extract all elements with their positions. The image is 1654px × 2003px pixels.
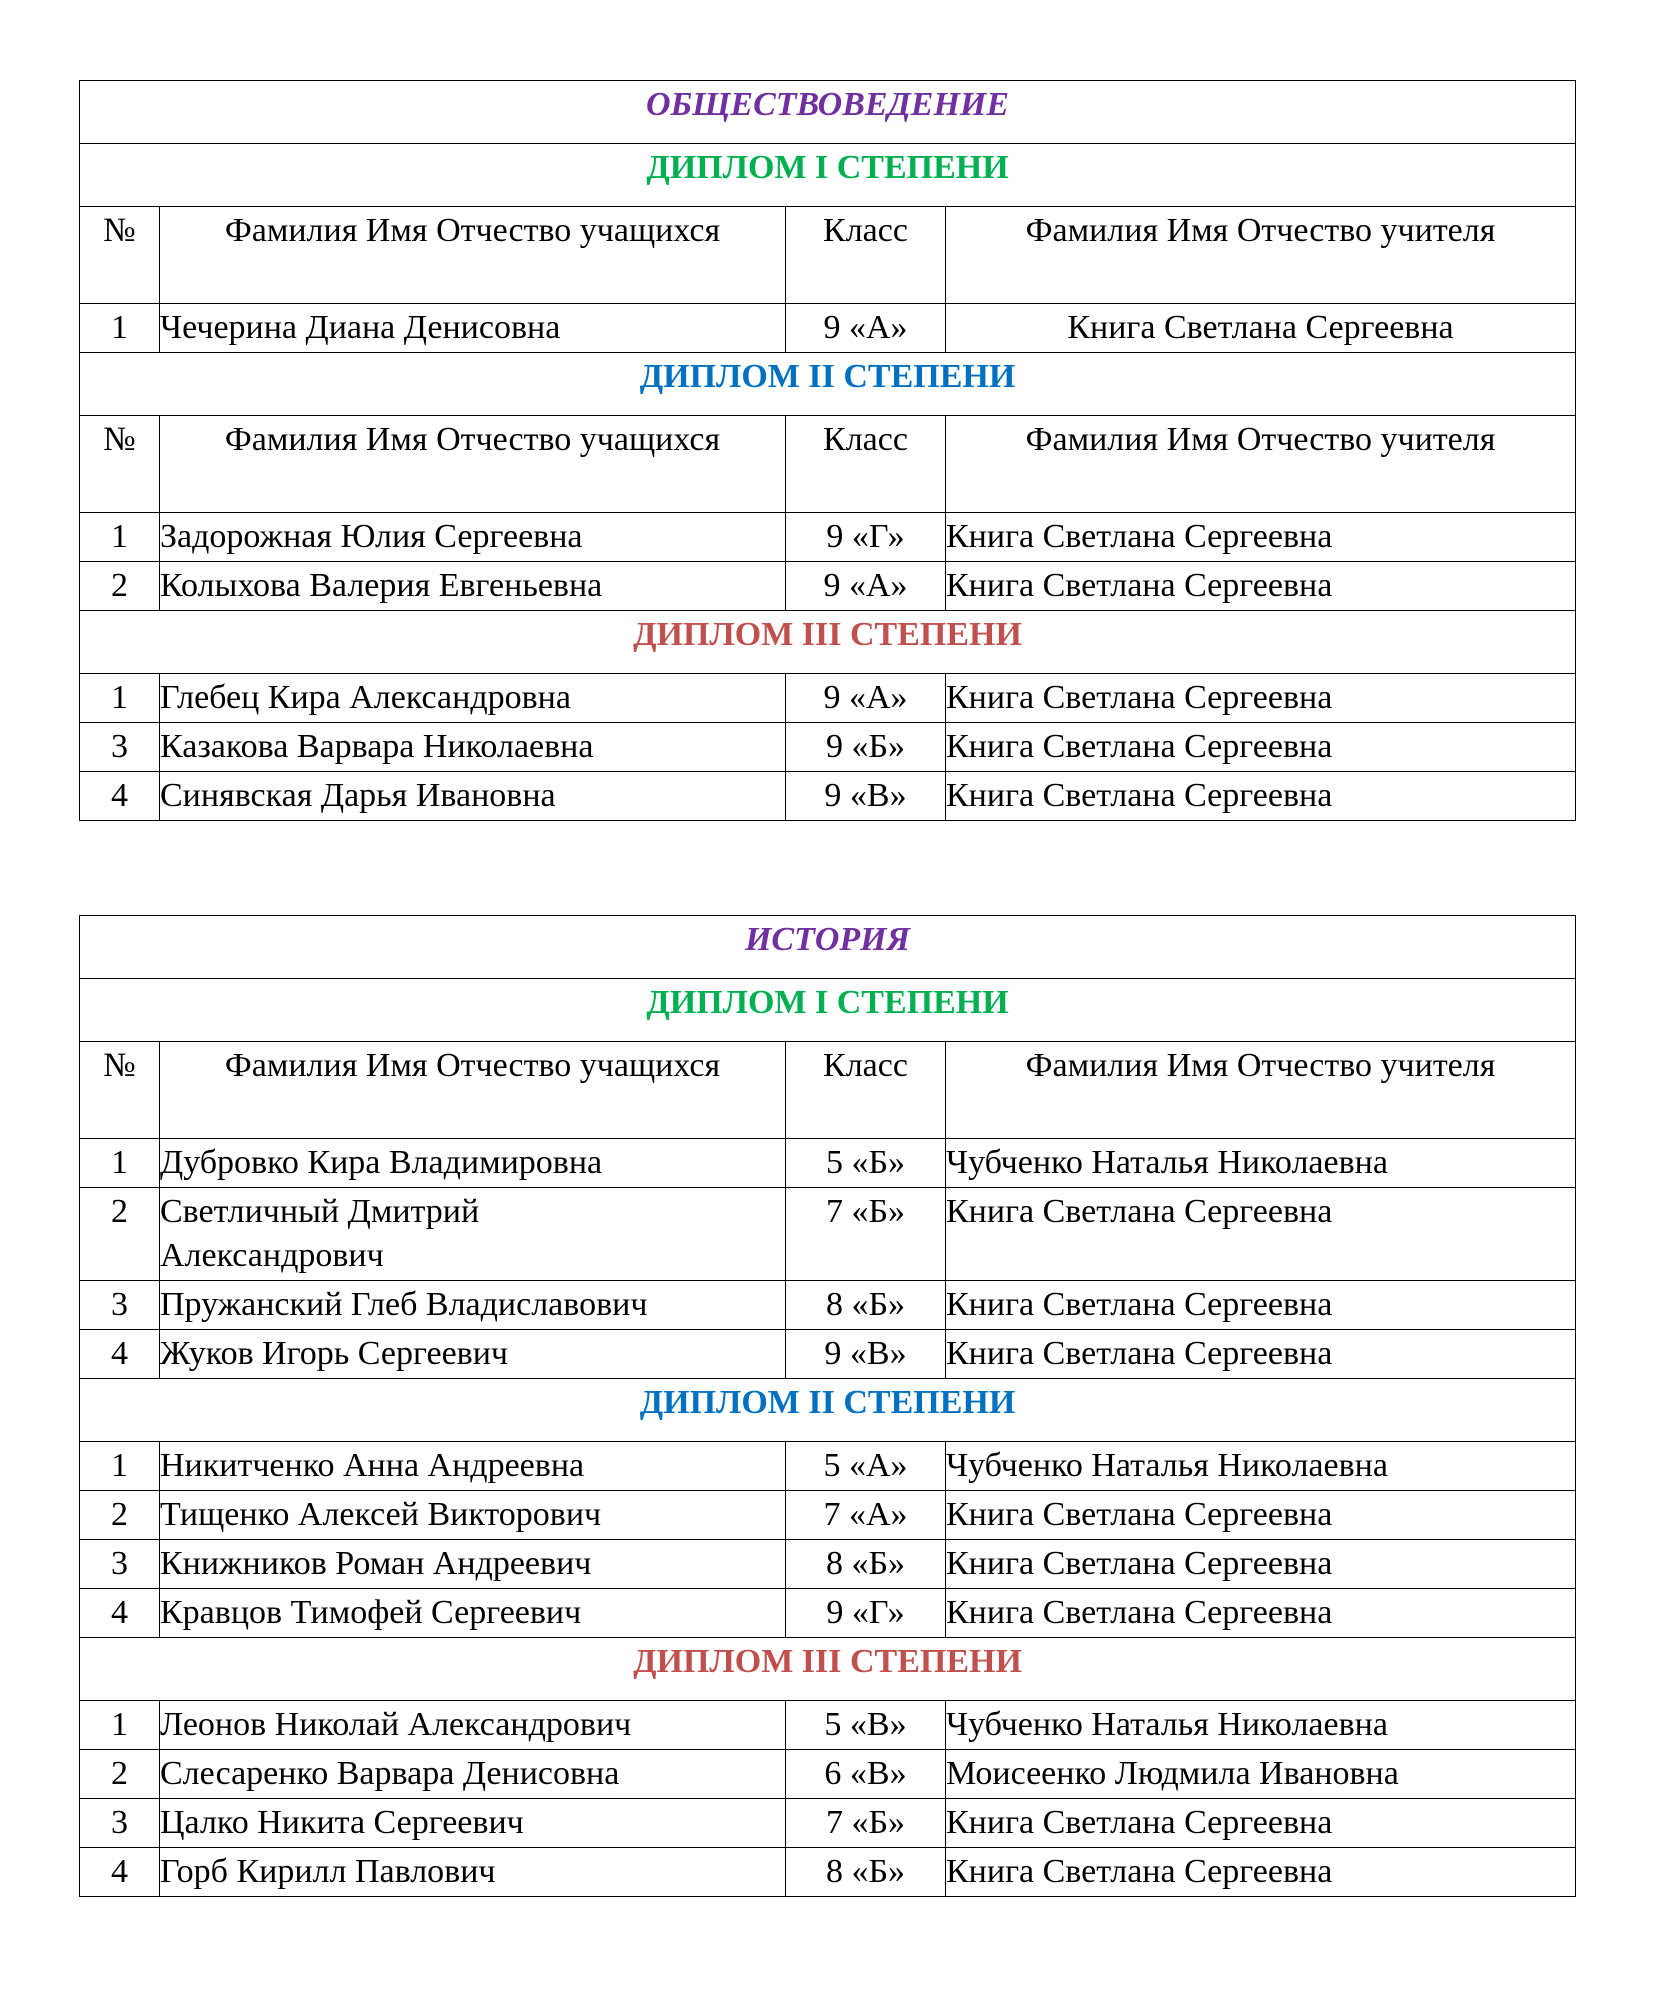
column-header-number: № (80, 207, 160, 304)
column-header-number: № (80, 1042, 160, 1139)
class-grade: 7 «Б» (786, 1188, 946, 1281)
column-header-class: Класс (786, 1042, 946, 1139)
table-row (80, 1442, 1576, 1491)
teacher-name: Чубченко Наталья Николаевна (946, 1442, 1576, 1491)
row-number: 4 (80, 1589, 160, 1638)
row-number: 4 (80, 1848, 160, 1897)
row-number: 1 (80, 1139, 160, 1188)
table-row (80, 1330, 1576, 1379)
row-number: 1 (80, 304, 160, 353)
class-grade: 8 «Б» (786, 1848, 946, 1897)
row-number: 3 (80, 723, 160, 772)
class-grade: 6 «В» (786, 1750, 946, 1799)
table-row (80, 1491, 1576, 1540)
table-row (80, 304, 1576, 353)
student-name: Книжников Роман Андреевич (160, 1540, 786, 1589)
class-grade: 9 «А» (786, 304, 946, 353)
teacher-name: Книга Светлана Сергеевна (946, 304, 1576, 353)
teacher-name: Книга Светлана Сергеевна (946, 1540, 1576, 1589)
teacher-name: Моисеенко Людмила Ивановна (946, 1750, 1576, 1799)
student-name: Кравцов Тимофей Сергеевич (160, 1589, 786, 1638)
class-grade: 8 «Б» (786, 1281, 946, 1330)
student-name: Горб Кирилл Павлович (160, 1848, 786, 1897)
row-number: 2 (80, 1750, 160, 1799)
teacher-name: Книга Светлана Сергеевна (946, 772, 1576, 821)
teacher-name: Книга Светлана Сергеевна (946, 513, 1576, 562)
table-row (80, 562, 1576, 611)
subject-title: ИСТОРИЯ (80, 916, 1576, 979)
table-row (80, 1540, 1576, 1589)
class-grade: 9 «А» (786, 674, 946, 723)
student-name: Чечерина Диана Денисовна (160, 304, 786, 353)
diploma-3-heading: ДИПЛОМ III СТЕПЕНИ (80, 611, 1576, 674)
teacher-name: Книга Светлана Сергеевна (946, 1848, 1576, 1897)
student-name: Пружанский Глеб Владиславович (160, 1281, 786, 1330)
row-number: 1 (80, 1701, 160, 1750)
table-row (80, 1750, 1576, 1799)
student-name: Тищенко Алексей Викторович (160, 1491, 786, 1540)
row-number: 3 (80, 1540, 160, 1589)
table-row (80, 1188, 1576, 1281)
row-number: 4 (80, 772, 160, 821)
student-name: Слесаренко Варвара Денисовна (160, 1750, 786, 1799)
diploma-1-heading: ДИПЛОМ I СТЕПЕНИ (80, 979, 1576, 1042)
results-table-social-studies (79, 80, 1576, 821)
class-grade: 9 «Б» (786, 723, 946, 772)
student-name: Цалко Никита Сергеевич (160, 1799, 786, 1848)
student-name: Казакова Варвара Николаевна (160, 723, 786, 772)
student-name: Леонов Николай Александрович (160, 1701, 786, 1750)
row-number: 2 (80, 562, 160, 611)
teacher-name: Книга Светлана Сергеевна (946, 723, 1576, 772)
class-grade: 9 «Г» (786, 1589, 946, 1638)
table-row (80, 674, 1576, 723)
student-name: Синявская Дарья Ивановна (160, 772, 786, 821)
row-number: 1 (80, 513, 160, 562)
column-header-class: Класс (786, 207, 946, 304)
class-grade: 5 «Б» (786, 1139, 946, 1188)
student-name: Никитченко Анна Андреевна (160, 1442, 786, 1491)
table-header-row (80, 207, 1576, 304)
table-row (80, 1701, 1576, 1750)
teacher-name: Книга Светлана Сергеевна (946, 1188, 1576, 1281)
class-grade: 7 «Б» (786, 1799, 946, 1848)
table-row (80, 1589, 1576, 1638)
row-number: 2 (80, 1188, 160, 1281)
subject-title: ОБЩЕСТВОВЕДЕНИЕ (80, 81, 1576, 144)
table-row (80, 1139, 1576, 1188)
column-header-student: Фамилия Имя Отчество учащихся (160, 207, 786, 304)
diploma-3-heading: ДИПЛОМ III СТЕПЕНИ (80, 1638, 1576, 1701)
class-grade: 9 «В» (786, 1330, 946, 1379)
table-row (80, 723, 1576, 772)
row-number: 1 (80, 674, 160, 723)
row-number: 2 (80, 1491, 160, 1540)
class-grade: 7 «А» (786, 1491, 946, 1540)
teacher-name: Книга Светлана Сергеевна (946, 562, 1576, 611)
row-number: 4 (80, 1330, 160, 1379)
row-number: 3 (80, 1799, 160, 1848)
student-name: Глебец Кира Александровна (160, 674, 786, 723)
class-grade: 9 «Г» (786, 513, 946, 562)
class-grade: 5 «А» (786, 1442, 946, 1491)
column-header-student: Фамилия Имя Отчество учащихся (160, 1042, 786, 1139)
table-row (80, 1848, 1576, 1897)
class-grade: 9 «А» (786, 562, 946, 611)
class-grade: 8 «Б» (786, 1540, 946, 1589)
diploma-1-heading: ДИПЛОМ I СТЕПЕНИ (80, 144, 1576, 207)
column-header-number: № (80, 416, 160, 513)
column-header-class: Класс (786, 416, 946, 513)
class-grade: 9 «В» (786, 772, 946, 821)
results-table-history (79, 915, 1576, 1897)
teacher-name: Книга Светлана Сергеевна (946, 1491, 1576, 1540)
table-row (80, 513, 1576, 562)
column-header-teacher: Фамилия Имя Отчество учителя (946, 207, 1576, 304)
student-name: Колыхова Валерия Евгеньевна (160, 562, 786, 611)
table-header-row (80, 1042, 1576, 1139)
student-name: Задорожная Юлия Сергеевна (160, 513, 786, 562)
table-header-row (80, 416, 1576, 513)
student-name: Светличный Дмитрий Александрович (160, 1188, 786, 1281)
teacher-name: Книга Светлана Сергеевна (946, 1281, 1576, 1330)
diploma-2-heading: ДИПЛОМ II СТЕПЕНИ (80, 1379, 1576, 1442)
diploma-2-heading: ДИПЛОМ II СТЕПЕНИ (80, 353, 1576, 416)
column-header-teacher: Фамилия Имя Отчество учителя (946, 416, 1576, 513)
table-row (80, 1799, 1576, 1848)
teacher-name: Книга Светлана Сергеевна (946, 1799, 1576, 1848)
teacher-name: Книга Светлана Сергеевна (946, 1330, 1576, 1379)
column-header-teacher: Фамилия Имя Отчество учителя (946, 1042, 1576, 1139)
teacher-name: Книга Светлана Сергеевна (946, 1589, 1576, 1638)
row-number: 1 (80, 1442, 160, 1491)
teacher-name: Книга Светлана Сергеевна (946, 674, 1576, 723)
row-number: 3 (80, 1281, 160, 1330)
table-row (80, 772, 1576, 821)
student-name: Дубровко Кира Владимировна (160, 1139, 786, 1188)
teacher-name: Чубченко Наталья Николаевна (946, 1139, 1576, 1188)
student-name: Жуков Игорь Сергеевич (160, 1330, 786, 1379)
teacher-name: Чубченко Наталья Николаевна (946, 1701, 1576, 1750)
column-header-student: Фамилия Имя Отчество учащихся (160, 416, 786, 513)
table-row (80, 1281, 1576, 1330)
class-grade: 5 «В» (786, 1701, 946, 1750)
